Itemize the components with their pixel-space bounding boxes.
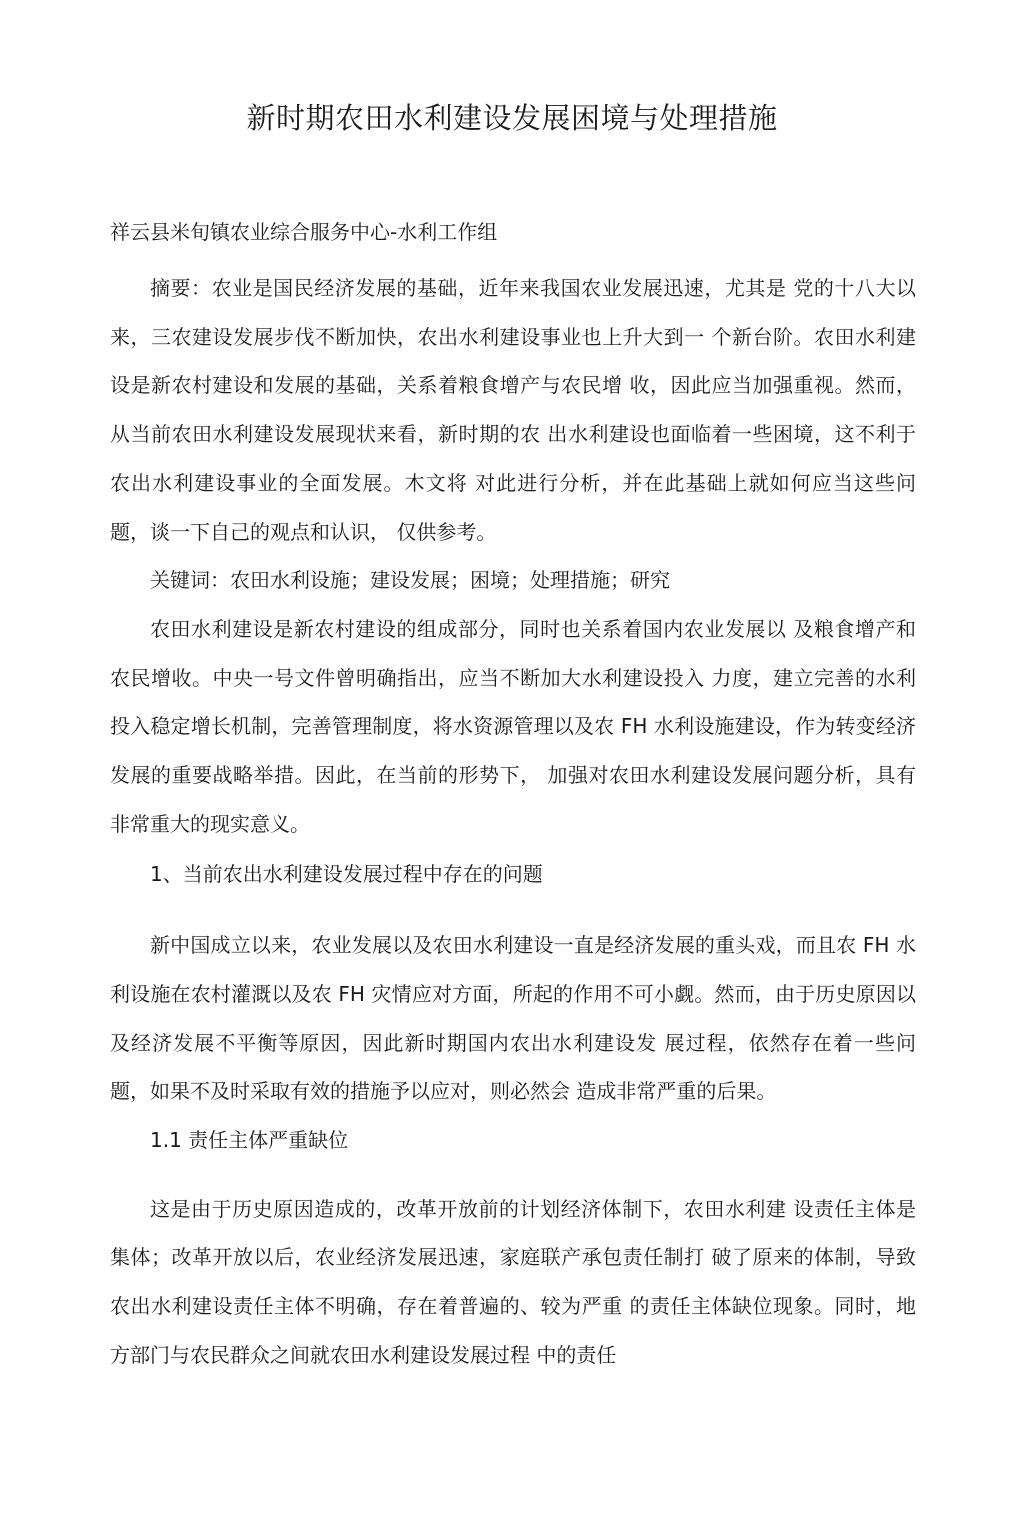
section-1-1-paragraph: 这是由于历史原因造成的，改革开放前的计划经济体制下，农田水利建 设责任主体是集体；改革开放以后，农业经济发展迅速，家庭联产承包责任制打 破了原来的体制，导致农出水利建设责任主体不明确，存在着普遍的、较为严重 的责任主体缺位现象。同时，地方部门与农民群众之间就农田水利建设发展过程 中的责任	[110, 1196, 916, 1367]
section-1-paragraph: 新中国成立以来，农业发展以及农田水利建设一直是经济发展的重头戏，而且农 FH 水利设施在农村灌溉以及农 FH 灾情应对方面，所起的作用不可小觑。然而，由于历史原因以及经济发展不平衡等原因，因此新时期国内农出水利建设发 展过程，依然存在着一些问题，如果不及时采取有效的措施予以应对，则必然会 造成非常严重的后果。	[110, 933, 916, 1104]
document-title: 新时期农田水利建设发展困境与处理措施	[246, 101, 778, 135]
abstract-paragraph: 摘要：农业是国民经济发展的基础，近年来我国农业发展迅速，尤其是 党的十八大以来，三农建设发展步伐不断加快，农出水利建设事业也上升大到一 个新台阶。农田水利建设是新农村建设和发展的基础，关系着粮食增产与农民增 收，因此应当加强重视。然而，从当前农田水利建设发展现状来看，新时期的农 出水利建设也面临着一些困境，这不利于农出水利建设事业的全面发展。木文将 对此进行分析，并在此基础上就如何应当这些问题，谈一下自己的观点和认识， 仅供参考。	[110, 276, 916, 544]
author-line: 祥云县米旬镇农业综合服务中心-水利工作组	[110, 220, 498, 244]
section-1-1-heading: 1.1 责任主体严重缺位	[150, 1127, 349, 1152]
keywords-paragraph: 关键词：农田水利设施；建设发展；困境；处理措施；研究	[150, 568, 670, 593]
document-body	[110, 264, 916, 1379]
intro-paragraph: 农田水利建设是新农村建设的组成部分，同时也关系着国内农业发展以 及粮食增产和农民增收。中央一号文件曾明确指出，应当不断加大水利建设投入 力度，建立完善的水利投入稳定增长机制，完善管理制度，将水资源管理以及农 FH 水利设施建设，作为转变经济发展的重要战略举措。因此，在当前的形势下， 加强对农田水利建设发展问题分析，具有非常重大的现实意义。	[110, 616, 916, 836]
section-1-heading: 1、当前农出水利建设发展过程中存在的问题	[150, 862, 543, 887]
